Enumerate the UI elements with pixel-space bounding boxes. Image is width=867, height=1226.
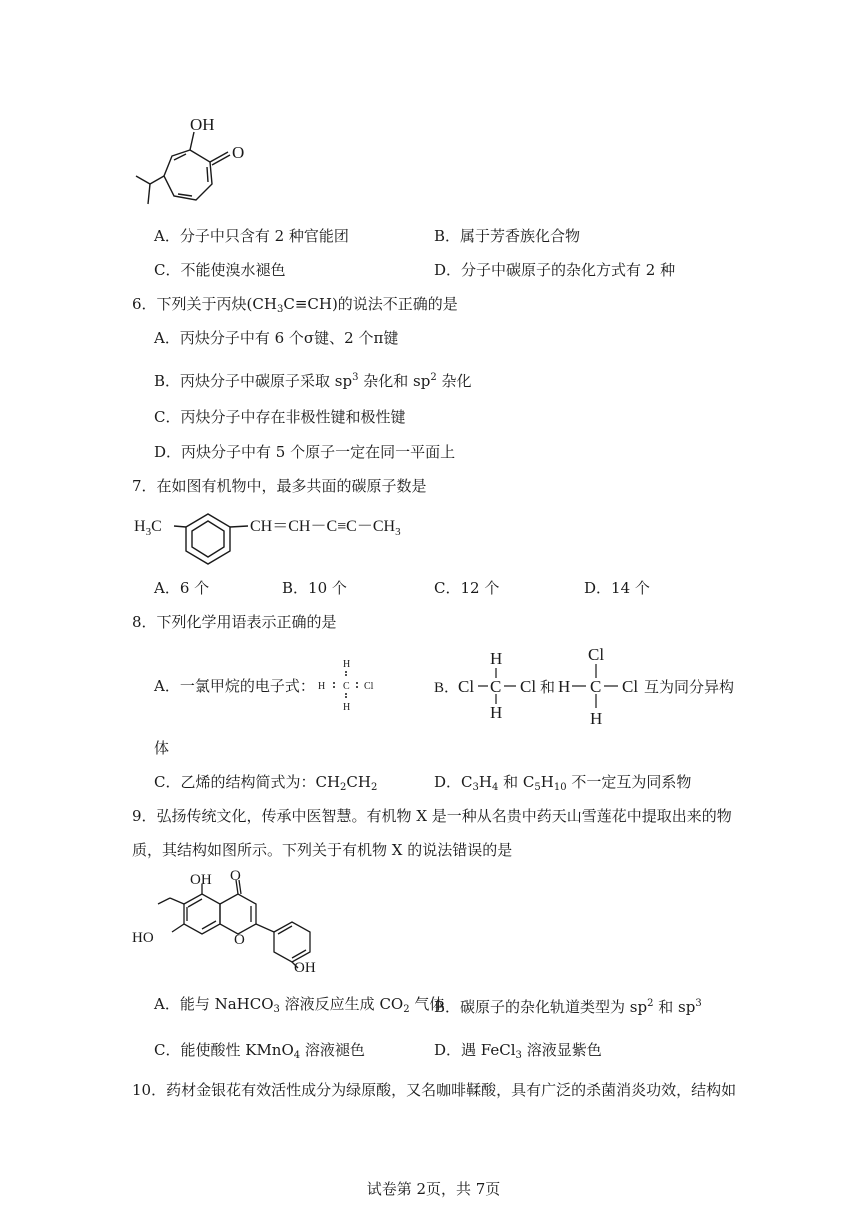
q8-b-cl-left: Cl — [458, 677, 475, 696]
q6-stem: 6．下列关于丙炔$(CH_3C\equiv CH)$的说法不正确的是 — [132, 295, 458, 315]
q7-h3c-c: C — [151, 518, 162, 535]
q8-option-d: D．$C_3H_4$ 和 $C_5H_{10}$ 不一定互为同系物 — [434, 773, 692, 793]
q8-stem: 8．下列化学用语表示正确的是 — [132, 613, 337, 631]
q8-b-post: 互为同分异构 — [644, 680, 735, 696]
q8-b-h-left: H — [558, 677, 571, 696]
q8-b-c1: C — [490, 677, 502, 696]
q9-o-top: O — [230, 868, 241, 884]
q9-oh-top: OH — [190, 872, 212, 888]
q8-b-h-bottom: H — [490, 703, 503, 722]
oh-label: OH — [190, 115, 215, 134]
q9-o-ring: O — [234, 932, 245, 948]
q8-b-and: 和 — [540, 680, 556, 696]
q5-option-b: B．属于芳香族化合物 — [434, 227, 581, 245]
q6-option-d: D．丙炔分子中有 5 个原子一定在同一平面上 — [154, 443, 456, 461]
q10-stem: 10．药材金银花有效活性成分为绿原酸，又名咖啡鞣酸，具有广泛的杀菌消炎功效，结构如 — [132, 1081, 737, 1099]
q9-ho-left: HO — [132, 930, 154, 946]
q8-b-h-top: H — [490, 649, 503, 668]
q9-option-a: A．能与 NaHCO$_3$ 溶液反应生成 $CO_2$ 气体 — [154, 995, 445, 1015]
q9-option-b: B．碳原子的杂化轨道类型为 $sp^2$ 和 $sp^3$ — [434, 998, 702, 1016]
q8-option-c: C．乙烯的结构简式为：$CH_2CH_2$ — [154, 773, 378, 793]
q8-b-c2: C — [590, 677, 602, 696]
q8-option-b-cont: 体 — [154, 739, 170, 757]
q5-option-a: A．分子中只含有 2 种官能团 — [154, 227, 349, 245]
q7-stem: 7．在如图有机物中，最多共面的碳原子数是 — [132, 477, 427, 495]
q8-option-a: A．一氯甲烷的电子式： — [154, 677, 315, 695]
es-h-top: H — [343, 659, 351, 670]
q5-option-d: D．分子中碳原子的杂化方式有 2 种 — [434, 261, 676, 279]
q7-structure — [130, 504, 430, 566]
ketone-o-label: O — [232, 143, 245, 162]
q9-option-d: D．遇 FeCl$_3$ 溶液显紫色 — [434, 1041, 602, 1061]
q8-b-cl-top: Cl — [588, 645, 605, 664]
q8-b-cl-right: Cl — [520, 677, 537, 696]
q8-b-h-bottom2: H — [590, 709, 603, 728]
flavone-structure — [128, 868, 328, 980]
tropolone-structure — [128, 110, 268, 210]
es-c: C — [343, 681, 350, 692]
svg-text:H3C — [134, 518, 162, 538]
q8-b-cl-right2: Cl — [622, 677, 639, 696]
page-footer: 试卷第 2页，共 7页 — [366, 1180, 501, 1198]
q7-option-c: C．12 个 — [434, 579, 500, 597]
q7-option-b: B．10 个 — [282, 579, 347, 597]
q9-oh-right: OH — [294, 960, 316, 976]
es-cl: Cl — [364, 681, 374, 692]
q7-h3c-h: H — [134, 518, 146, 535]
q7-chain: CH＝CH－C≡C－CH — [250, 518, 396, 535]
q7-option-d: D．14 个 — [584, 579, 650, 597]
q8-option-b-structures — [432, 640, 752, 730]
q8-b-label: B． — [434, 680, 460, 696]
q9-stem-line2: 质，其结构如图所示。下列关于有机物 X 的说法错误的是 — [132, 841, 513, 859]
q9-stem-line1: 9．弘扬传统文化，传承中医智慧。有机物 X 是一种从名贵中药天山雪莲花中提取出来的物 — [132, 807, 732, 825]
electron-formula — [312, 656, 382, 714]
q7-chain-sub: 3 — [395, 526, 401, 538]
q5-option-c: C．不能使溴水褪色 — [154, 261, 286, 279]
q6-option-a: A．丙炔分子中有 6 个σ键、2 个π键 — [154, 329, 399, 347]
es-h-left: H — [318, 681, 326, 692]
q9-option-c: C．能使酸性 KMnO$_4$ 溶液褪色 — [154, 1041, 365, 1061]
es-h-bottom: H — [343, 702, 351, 713]
q7-option-a: A．6 个 — [154, 579, 210, 597]
svg-text:CH＝CH－C≡C－CH3 — [250, 518, 401, 538]
q6-option-c: C．丙炔分子中存在非极性键和极性键 — [154, 408, 406, 426]
q6-option-b: B．丙炔分子中碳原子采取 $sp^3$ 杂化和 $sp^2$ 杂化 — [154, 372, 472, 390]
q7-h3c-sub: 3 — [145, 526, 152, 538]
